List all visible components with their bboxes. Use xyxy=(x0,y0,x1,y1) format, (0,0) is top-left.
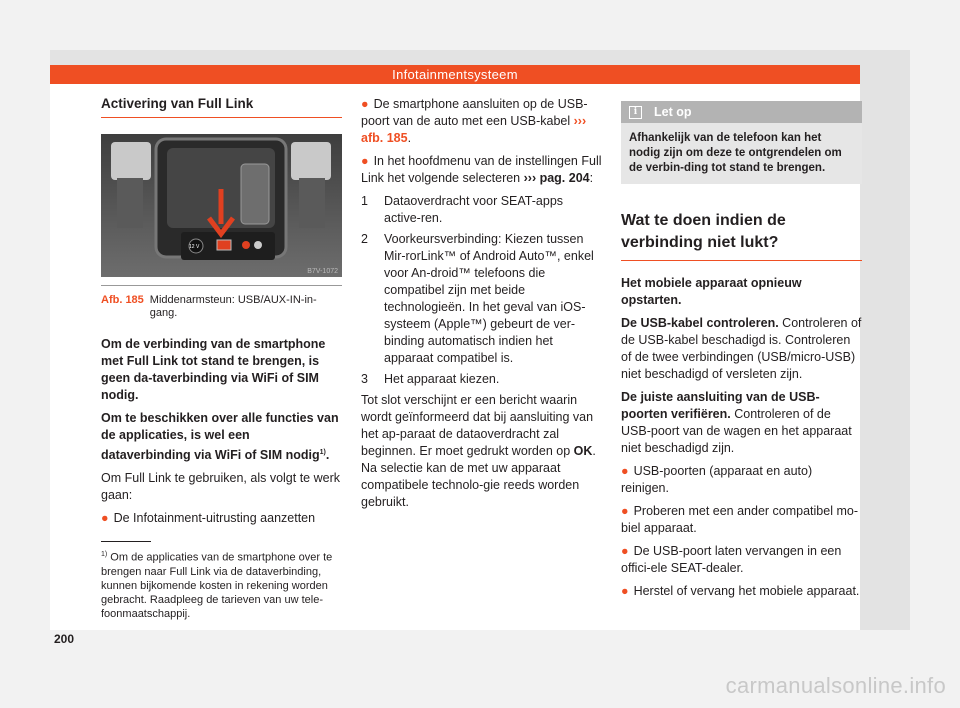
page-link[interactable]: ››› pag. 204 xyxy=(523,171,590,185)
figure-number: Afb. 185 xyxy=(101,294,144,306)
footnote: $^{1)}$ Om de applicaties van de smartphone over te brengen naar Full Link via de dataverbinding, kunnen bijkomende kosten in rekening worden gebracht. Raadpleeg de tarieven van uw tele-foonmaatschappij. xyxy=(101,551,333,620)
list-item: ● De Infotainment-uitrusting aanzetten xyxy=(101,511,316,526)
socket-label: 12 V xyxy=(189,244,200,250)
bullet-icon: ● xyxy=(361,97,369,111)
watermark: carmanualsonline.info xyxy=(725,673,946,698)
footnote-divider xyxy=(101,541,151,542)
armrest-illustration xyxy=(101,134,342,277)
bullet-icon: ● xyxy=(621,504,629,518)
footnote-ref[interactable]: 1) xyxy=(319,449,326,456)
figure-link[interactable]: ››› afb. 185 xyxy=(361,114,587,145)
step-item: 2 Voorkeursverbinding: Kiezen tussen Mir-rorLink™ of Android Auto™, enkel voor An-droid™ telefoons die compatibel zijn met beide technologieën. In het geval van iOS-systeem (Apple™) gebeurt de ver-binding automatisch indien het apparaat compatibel is. xyxy=(361,232,594,365)
figure-caption xyxy=(101,294,342,320)
note-box xyxy=(621,101,862,184)
intro-bold-1: Om de verbinding van de smartphone met Full Link tot stand te brengen, is geen da-taverbinding via WiFi of SIM nodig. xyxy=(101,337,326,402)
bullet-icon: ● xyxy=(621,544,629,558)
bullet-icon: ● xyxy=(361,154,369,168)
bullet-icon: ● xyxy=(621,464,629,478)
section-title-activation: Activering van Full Link xyxy=(101,96,342,118)
bullet-icon: ● xyxy=(101,511,109,526)
ok-key: OK xyxy=(573,444,593,458)
list-item: ● Herstel of vervang het mobiele apparaat. xyxy=(621,584,860,598)
list-item: ● Proberen met een ander compatibel mo-biel apparaat. xyxy=(621,504,858,535)
numbered-steps xyxy=(361,193,602,388)
bullet-icon: ● xyxy=(621,584,629,598)
list-item: ● USB-poorten (apparaat en auto) reinigen. xyxy=(621,464,813,495)
list-item: ● In het hoofdmenu van de instellingen Full Link het volgende selecteren ››› pag. 204: xyxy=(361,154,602,185)
column-right xyxy=(621,101,862,606)
chapter-header: Infotainmentsysteem xyxy=(50,65,860,84)
list-item: ● De smartphone aansluiten op de USB-poort van de auto met een USB-kabel ››› afb. 185. xyxy=(361,97,588,145)
intro-bold-2: Om te beschikken over alle functies van de applicaties, is wel een dataverbinding via WiFi of SIM nodig$^{1)}$. xyxy=(101,411,339,463)
figure-code: B7V-1072 xyxy=(307,268,338,275)
step-item: 3 Het apparaat kiezen. xyxy=(361,372,500,386)
tip-ports: De juiste aansluiting van de USB-poorten verifiëren. Controleren of de USB-poort van de wagen en het apparaat niet beschadigd zijn. xyxy=(621,390,852,455)
tip-restart: Het mobiele apparaat opnieuw opstarten. xyxy=(621,276,802,307)
list-item: ● De USB-poort laten vervangen in een offici-ele SEAT-dealer. xyxy=(621,544,842,575)
column-left xyxy=(101,96,342,533)
section-title-troubleshoot: Wat te doen indien de verbinding niet lukt? xyxy=(621,210,862,261)
note-text: Afhankelijk van de telefoon kan het nodig zijn om deze te ontgrendelen om de verbin-ding tot stand te brengen. xyxy=(629,132,842,174)
note-header: i Let op xyxy=(621,101,862,123)
page-number: 200 xyxy=(54,632,75,646)
caption-text: Middenarmsteun: USB/AUX-IN-in-gang. xyxy=(149,294,317,319)
intro-text: Om Full Link te gebruiken, als volgt te werk gaan: xyxy=(101,471,340,503)
info-icon: i xyxy=(629,106,642,119)
column-middle xyxy=(361,96,602,517)
caption-divider xyxy=(101,285,342,286)
closing-text: Tot slot verschijnt er een bericht waarin wordt geïnformeerd dat bij aansluiting van het ap-paraat de dataoverdracht zal beginnen. Er moet gedrukt worden op OK. Na selectie kan de met uw apparaat compatibele technolo-gie reeds worden gebruikt. xyxy=(361,393,596,509)
figure-usb-armrest xyxy=(101,134,342,277)
step-item: 1 Dataoverdracht voor SEAT-apps active-ren. xyxy=(361,194,564,225)
tip-cable: De USB-kabel controleren. Controleren of de USB-kabel beschadigd is. Controleren of de twee verbindingen (USB/micro-USB) niet beschadigd of versleten zijn. xyxy=(621,316,862,381)
